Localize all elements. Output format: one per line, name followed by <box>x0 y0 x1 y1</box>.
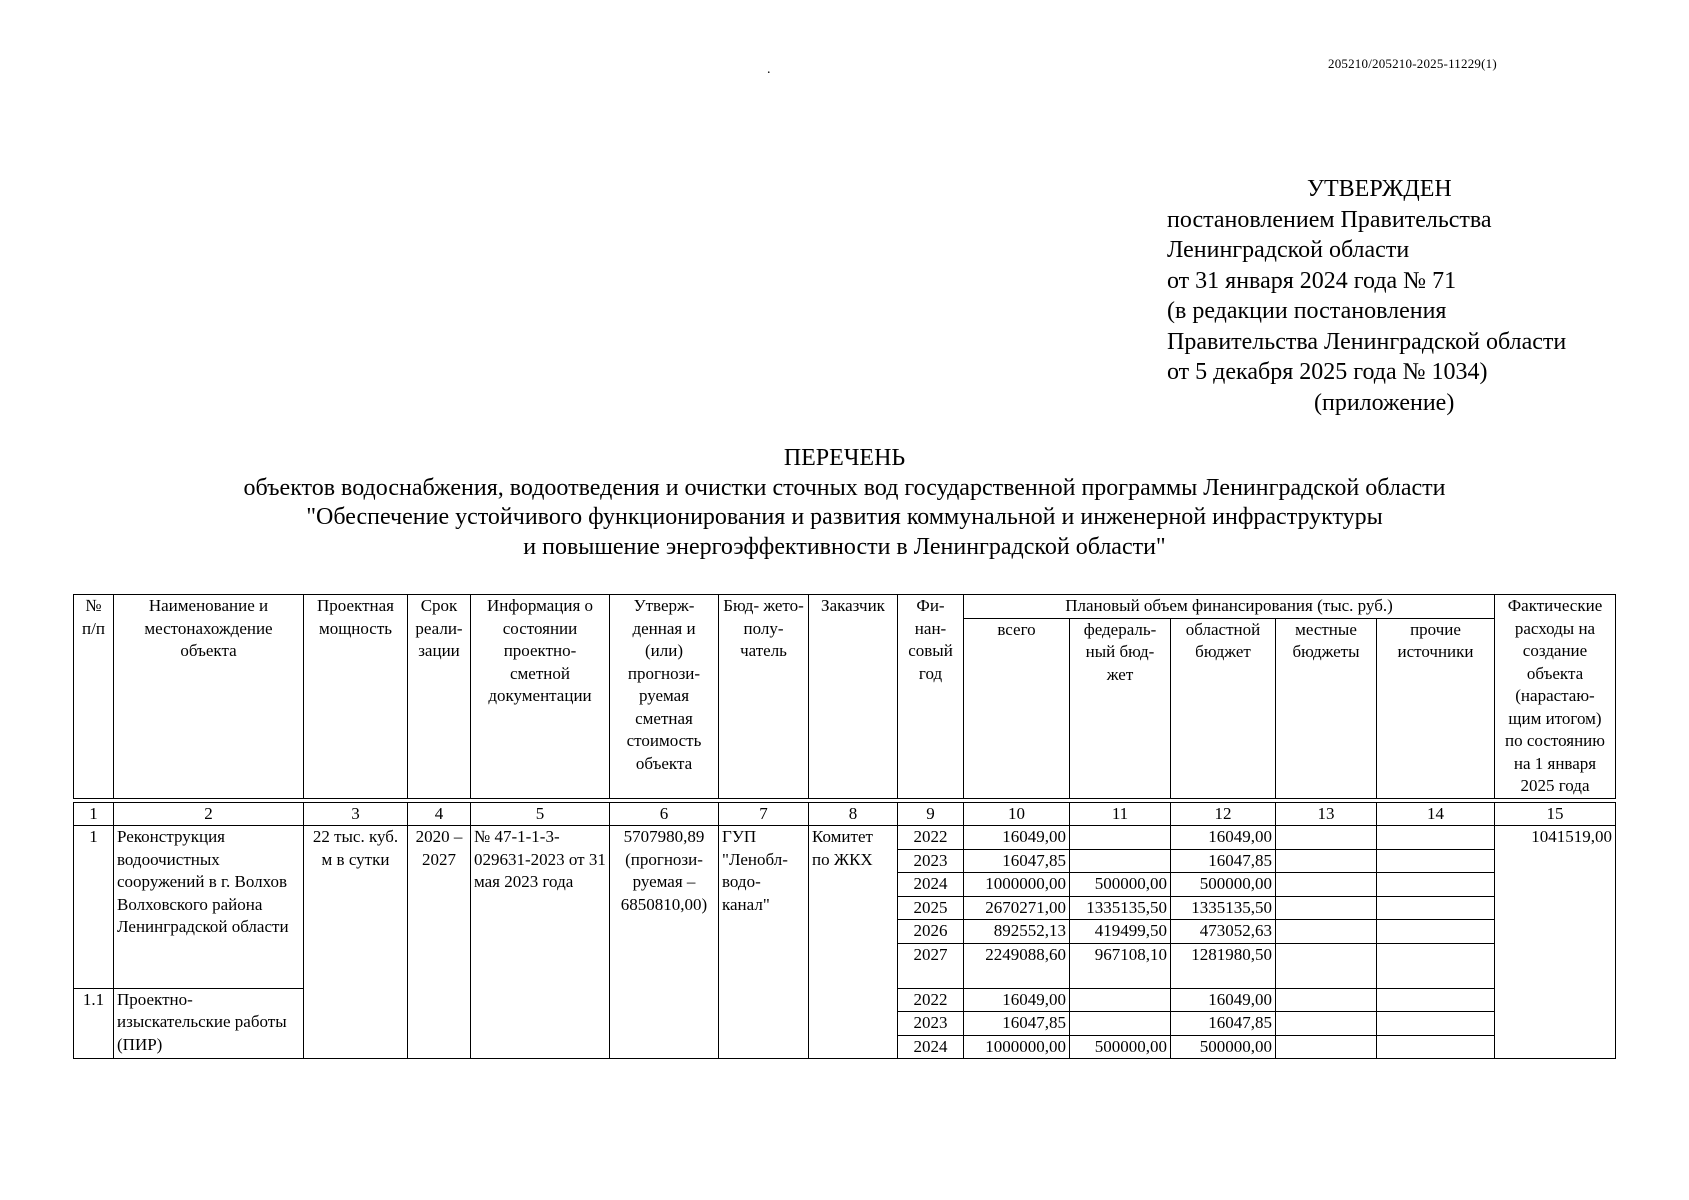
fin-year: 2027 <box>898 943 964 988</box>
title-line: "Обеспечение устойчивого функционирования и развития коммунальной и инженерной инфраструктуры <box>306 504 1383 530</box>
fin-local <box>1276 1035 1377 1059</box>
header-customer: Заказчик <box>809 595 898 799</box>
object-name: Реконструкция водоочистных сооружений в г. Волхов Волховского района Ленинградской области <box>114 826 304 989</box>
fin-local <box>1276 826 1377 850</box>
fin-regional: 500000,00 <box>1171 1035 1276 1059</box>
approval-line: от 31 января 2024 года № 71 <box>1167 267 1457 294</box>
fin-federal: 500000,00 <box>1070 1035 1171 1059</box>
fin-other <box>1377 873 1495 897</box>
header-name: Наименование и местонахождение объекта <box>114 595 304 799</box>
object-period: 2020 – 2027 <box>408 826 471 1059</box>
approval-appendix: (приложение) <box>1314 389 1455 416</box>
fin-regional: 1335135,50 <box>1171 896 1276 920</box>
header-regional: областной бюджет <box>1171 618 1276 798</box>
fin-other <box>1377 826 1495 850</box>
object-number: 1 <box>74 826 114 989</box>
header-period: Срок реали- зации <box>408 595 471 799</box>
header-recipient: Бюд- жето- полу- чатель <box>719 595 809 799</box>
fin-year: 2026 <box>898 920 964 944</box>
approval-line: от 5 декабря 2025 года № 1034) <box>1167 359 1488 385</box>
object-capacity: 22 тыс. куб. м в сутки <box>304 826 408 1059</box>
fin-year: 2024 <box>898 873 964 897</box>
fin-year: 2023 <box>898 1012 964 1036</box>
title-line: объектов водоснабжения, водоотведения и очистки сточных вод государственной программы Ленинградской области <box>243 474 1446 501</box>
document-number: 205210/205210-2025-11229(1) <box>1328 56 1497 71</box>
fin-year: 2023 <box>898 849 964 873</box>
objects-table <box>73 594 1616 1059</box>
col-number: 13 <box>1276 802 1377 826</box>
fin-year: 2025 <box>898 896 964 920</box>
col-number: 6 <box>610 802 719 826</box>
fin-federal: 500000,00 <box>1070 873 1171 897</box>
approval-line: (в редакции постановления <box>1167 298 1447 324</box>
fin-local <box>1276 849 1377 873</box>
sub-number: 1.1 <box>74 988 114 1059</box>
fin-federal <box>1070 1012 1171 1036</box>
object-customer: Комитет по ЖКХ <box>809 826 898 1059</box>
object-recipient: ГУП "Ленобл- водо- канал" <box>719 826 809 1059</box>
header-capacity: Проектная мощность <box>304 595 408 799</box>
fin-total: 892552,13 <box>964 920 1070 944</box>
header-num: № п/п <box>74 595 114 799</box>
header-year: Фи- нан- совый год <box>898 595 964 799</box>
title-heading: ПЕРЕЧЕНЬ <box>783 445 906 471</box>
fin-total: 16049,00 <box>964 826 1070 850</box>
fin-regional: 473052,63 <box>1171 920 1276 944</box>
fin-year: 2022 <box>898 826 964 850</box>
fin-federal <box>1070 826 1171 850</box>
approval-title: УТВЕРЖДЕН <box>1307 176 1452 202</box>
approval-line: Правительства Ленинградской области <box>1167 328 1567 355</box>
fin-federal: 419499,50 <box>1070 920 1171 944</box>
stray-mark: . <box>767 62 771 77</box>
fin-year: 2022 <box>898 988 964 1012</box>
fin-local <box>1276 988 1377 1012</box>
fin-other <box>1377 920 1495 944</box>
header-cost: Утверж- денная и (или) прогнози- руемая сметная стоимость объекта <box>610 595 719 799</box>
object-cost: 5707980,89 (прогнози- руемая – 6850810,00) <box>610 826 719 1059</box>
fin-total: 2670271,00 <box>964 896 1070 920</box>
col-number: 11 <box>1070 802 1171 826</box>
fin-federal <box>1070 849 1171 873</box>
fin-total: 1000000,00 <box>964 1035 1070 1059</box>
col-number: 12 <box>1171 802 1276 826</box>
approval-block <box>1167 174 1637 418</box>
approval-line: Ленинградской области <box>1167 237 1410 263</box>
fin-other <box>1377 849 1495 873</box>
fin-local <box>1276 920 1377 944</box>
fin-regional: 16049,00 <box>1171 988 1276 1012</box>
fin-federal: 967108,10 <box>1070 943 1171 988</box>
fin-total: 16049,00 <box>964 988 1070 1012</box>
fin-other <box>1377 1012 1495 1036</box>
fin-regional: 16047,85 <box>1171 1012 1276 1036</box>
header-other: прочие источники <box>1377 618 1495 798</box>
col-number: 14 <box>1377 802 1495 826</box>
fin-total: 16047,85 <box>964 849 1070 873</box>
fin-regional: 16049,00 <box>1171 826 1276 850</box>
col-number: 4 <box>408 802 471 826</box>
header-actual: Фактические расходы на создание объекта (нарастаю- щим итогом) по состоянию на 1 января 2025 года <box>1495 595 1616 799</box>
col-number: 7 <box>719 802 809 826</box>
fin-local <box>1276 1012 1377 1036</box>
header-federal: федераль- ный бюд- жет <box>1070 618 1171 798</box>
fin-federal: 1335135,50 <box>1070 896 1171 920</box>
col-number: 15 <box>1495 802 1616 826</box>
fin-regional: 1281980,50 <box>1171 943 1276 988</box>
document-title <box>0 444 1689 562</box>
fin-total: 1000000,00 <box>964 873 1070 897</box>
col-number: 2 <box>114 802 304 826</box>
fin-other <box>1377 896 1495 920</box>
fin-other <box>1377 988 1495 1012</box>
object-actual: 1041519,00 <box>1495 826 1616 1059</box>
sub-name: Проектно- изыскательские работы (ПИР) <box>114 988 304 1059</box>
fin-other <box>1377 943 1495 988</box>
fin-regional: 16047,85 <box>1171 849 1276 873</box>
fin-regional: 500000,00 <box>1171 873 1276 897</box>
fin-federal <box>1070 988 1171 1012</box>
approval-line: постановлением Правительства <box>1167 206 1492 233</box>
fin-other <box>1377 1035 1495 1059</box>
fin-local <box>1276 896 1377 920</box>
col-number: 1 <box>74 802 114 826</box>
object-docs: № 47-1-1-3-029631-2023 от 31 мая 2023 года <box>471 826 610 1059</box>
header-docs: Информация о состоянии проектно- сметной документации <box>471 595 610 799</box>
title-line: и повышение энергоэффективности в Ленинградской области" <box>523 533 1166 560</box>
col-number: 8 <box>809 802 898 826</box>
fin-year: 2024 <box>898 1035 964 1059</box>
fin-local <box>1276 943 1377 988</box>
col-number: 3 <box>304 802 408 826</box>
col-number: 9 <box>898 802 964 826</box>
fin-local <box>1276 873 1377 897</box>
col-number: 5 <box>471 802 610 826</box>
fin-total: 2249088,60 <box>964 943 1070 988</box>
fin-total: 16047,85 <box>964 1012 1070 1036</box>
header-financing-group: Плановый объем финансирования (тыс. руб.) <box>964 595 1495 619</box>
header-local: местные бюджеты <box>1276 618 1377 798</box>
col-number: 10 <box>964 802 1070 826</box>
header-total: всего <box>964 618 1070 798</box>
